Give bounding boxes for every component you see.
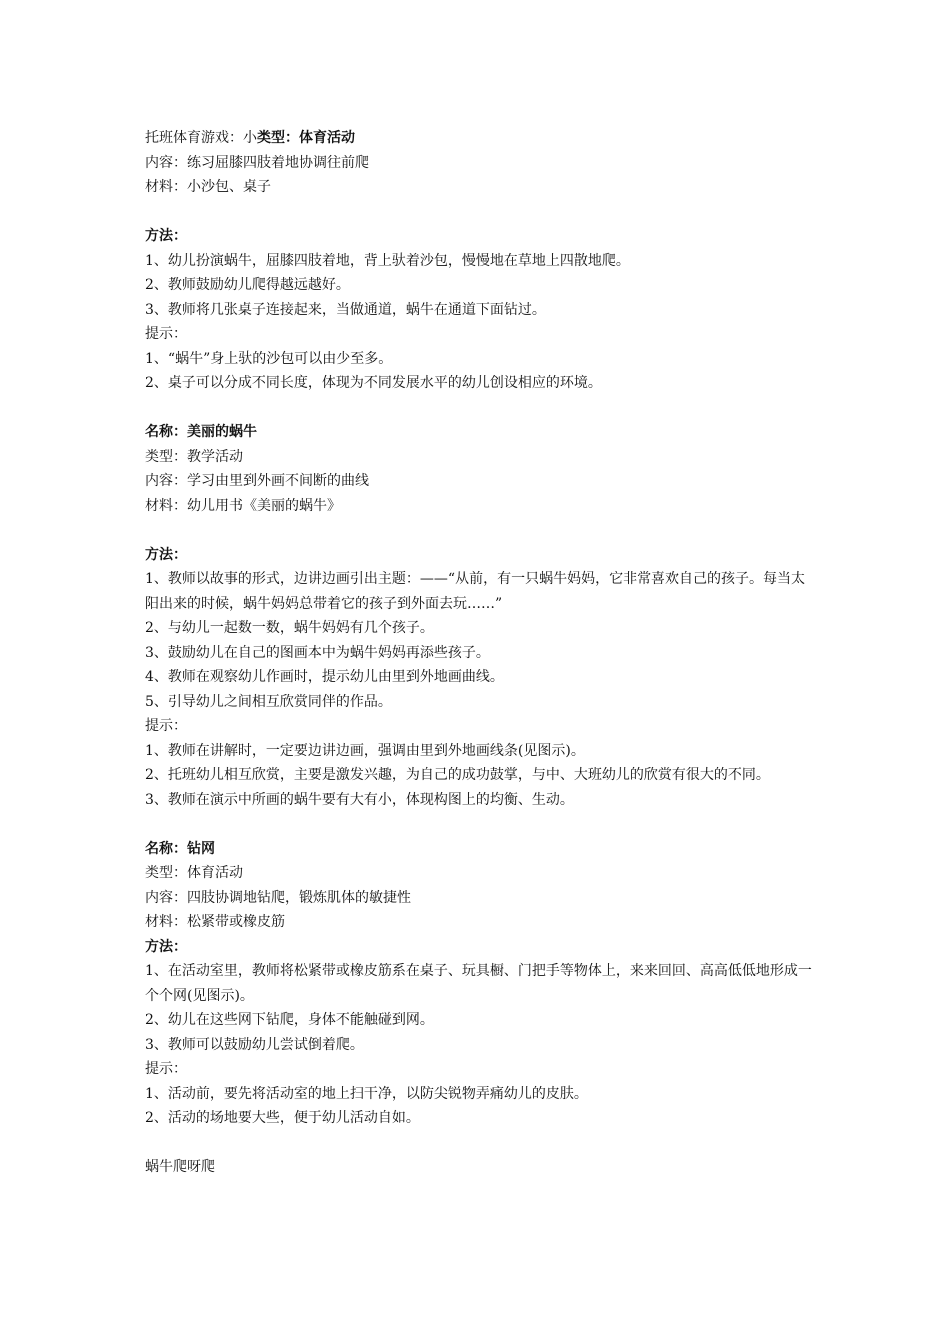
section2-tips-heading: 提示： <box>145 718 187 734</box>
section2-method-2: 2、与幼儿一起数一数，蜗牛妈妈有几个孩子。 <box>145 620 434 636</box>
section3-content: 内容：四肢协调地钻爬，锻炼肌体的敏捷性 <box>145 889 411 906</box>
section1-tip-2: 2、桌子可以分成不同长度，体现为不同发展水平的幼儿创设相应的环境。 <box>145 375 602 391</box>
section1-title <box>145 126 815 151</box>
section3-tips-heading: 提示： <box>145 1061 187 1077</box>
section2-tip-3: 3、教师在演示中所画的蜗牛要有大有小，体现构图上的均衡、生动。 <box>145 791 574 808</box>
section1-material: 材料：小沙包、桌子 <box>145 179 271 195</box>
section2-method-1: 1、教师以故事的形式，边讲边画引出主题：——“从前，有一只蜗牛妈妈，它非常喜欢自己的孩子。每当太阳出来的时候，蜗牛妈妈总带着它的孩子到外面去玩……” <box>145 571 806 612</box>
spacer <box>145 1131 815 1156</box>
section3-name: 名称：钻网 <box>145 840 215 857</box>
section2-material: 材料：幼儿用书《美丽的蜗牛》 <box>145 497 341 514</box>
section1-method-1: 1、幼儿扮演蜗牛，屈膝四肢着地，背上驮着沙包，慢慢地在草地上四散地爬。 <box>145 252 630 269</box>
section2-method-5: 5、引导幼儿之间相互欣赏同伴的作品。 <box>145 693 392 710</box>
section2-type: 类型：教学活动 <box>145 448 243 465</box>
spacer <box>145 396 815 421</box>
section1-tip-1: 1、“蜗牛”身上驮的沙包可以由少至多。 <box>145 350 393 367</box>
section2-tip-1: 1、教师在讲解时，一定要边讲边画，强调由里到外地画线条(见图示)。 <box>145 742 585 759</box>
section2-name: 名称：美丽的蜗牛 <box>145 424 257 440</box>
section1-method-heading: 方法： <box>145 228 187 244</box>
section1-method-3: 3、教师将几张桌子连接起来，当做通道，蜗牛在通道下面钻过。 <box>145 301 546 318</box>
section2-method-4: 4、教师在观察幼儿作画时，提示幼儿由里到外地画曲线。 <box>145 669 504 685</box>
section1-title-prefix: 托班体育游戏：小 <box>145 130 257 146</box>
section2-method-heading: 方法： <box>145 546 187 563</box>
section2-content: 内容：学习由里到外画不间断的曲线 <box>145 473 369 489</box>
spacer <box>145 518 815 543</box>
spacer <box>145 812 815 837</box>
section3-method-2: 2、幼儿在这些网下钻爬，身体不能触碰到网。 <box>145 1012 434 1028</box>
section3-method-3: 3、教师可以鼓励幼儿尝试倒着爬。 <box>145 1036 364 1053</box>
section4-title: 蜗牛爬呀爬 <box>145 1159 215 1175</box>
section2-tip-2: 2、托班幼儿相互欣赏，主要是激发兴趣，为自己的成功鼓掌，与中、大班幼儿的欣赏有很大的不同。 <box>145 767 770 783</box>
spacer <box>145 200 815 225</box>
section3-method-1: 1、在活动室里，教师将松紧带或橡皮筋系在桌子、玩具橱、门把手等物体上，来来回回、高高低低地形成一个个网(见图示)。 <box>145 963 812 1004</box>
section3-tip-2: 2、活动的场地要大些，便于幼儿活动自如。 <box>145 1110 420 1126</box>
section1-content: 内容：练习屈膝四肢着地协调往前爬 <box>145 154 369 171</box>
section1-method-2: 2、教师鼓励幼儿爬得越远越好。 <box>145 277 350 293</box>
document-page <box>145 126 815 1180</box>
section2-method-3: 3、鼓励幼儿在自己的图画本中为蜗牛妈妈再添些孩子。 <box>145 644 490 661</box>
section3-material: 材料：松紧带或橡皮筋 <box>145 914 285 930</box>
section3-tip-1: 1、活动前，要先将活动室的地上扫干净，以防尖锐物弄痛幼儿的皮肤。 <box>145 1085 588 1102</box>
section1-tips-heading: 提示： <box>145 326 187 342</box>
section3-method-heading: 方法： <box>145 938 187 955</box>
section3-type: 类型：体育活动 <box>145 865 243 881</box>
section1-title-type: 类型：体育活动 <box>257 130 355 146</box>
